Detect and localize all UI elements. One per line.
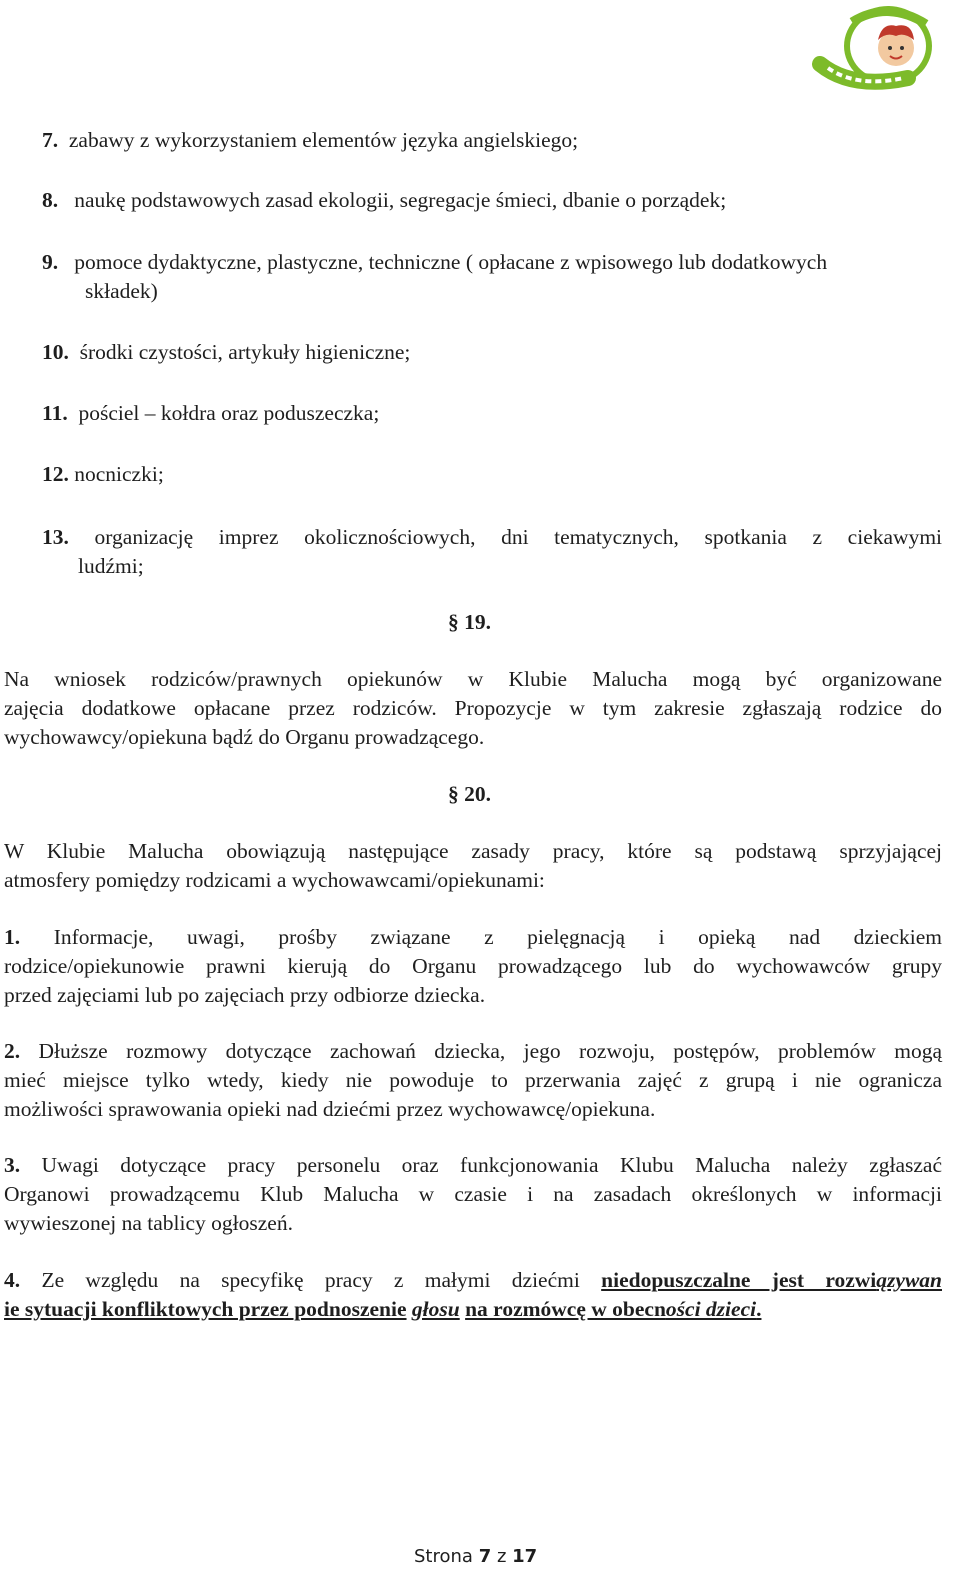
list-item-11: 11. pościel – kołdra oraz poduszeczka;: [42, 401, 380, 425]
list-item-9: 9. pomoce dydaktyczne, plastyczne, techniczne ( opłacane z wpisowego lub dodatkowych: [42, 250, 828, 274]
section-20-intro: W Klubie Malucha obowiązują następujące zasady pracy, które są podstawą sprzyjającej atmosfery pomiędzy rodzicami a wychowawcami/opiekunami:: [4, 839, 942, 892]
list-item-13-continuation: ludźmi;: [78, 554, 144, 578]
list-item-13: 13. organizację imprez okolicznościowych, dni tematycznych, spotkania z ciekawymi: [42, 525, 943, 549]
klub-malucha-kruszynka-logo: [812, 2, 942, 92]
emphasis-underlined: .: [756, 1297, 762, 1321]
list-item-10: 10. środki czystości, artykuły higieniczne;: [42, 340, 411, 364]
section-20-point-2: 2. Dłuższe rozmowy dotyczące zachowań dziecka, jego rozwoju, postępów, problemów mogą mieć miejsce tylko wtedy, kiedy nie powoduje to przerwania zajęć z grupą i nie ogranicza możliwości sprawowania opieki nad dziećmi przez wychowawcę/opiekuna.: [4, 1039, 942, 1121]
emphasis-underlined-italic: ązywan: [876, 1268, 942, 1292]
section-19-heading: § 19.: [448, 610, 491, 634]
list-item-8: 8. naukę podstawowych zasad ekologii, segregacje śmieci, dbanie o porządek;: [42, 188, 727, 212]
section-20-heading: § 20.: [448, 782, 491, 806]
section-20-point-1: 1. Informacje, uwagi, prośby związane z pielęgnacją i opieką nad dzieckiem rodzice/opiekunowie prawni kierują do Organu prowadzącego lub do wychowawców grupy przed zajęciami lub po zajęciach przy odbiorze dziecka.: [4, 925, 943, 1007]
emphasis-underlined: na rozmówcę w obecn: [465, 1297, 666, 1321]
list-item-7: 7. zabawy z wykorzystaniem elementów języka angielskiego;: [42, 128, 579, 152]
section-20-point-3: 3. Uwagi dotyczące pracy personelu oraz funkcjonowania Klubu Malucha należy zgłaszać Organowi prowadzącemu Klub Malucha w czasie i na zasadach określonych w informacji wywieszonej na tablicy ogłoszeń.: [4, 1153, 942, 1235]
section-19-paragraph: Na wniosek rodziców/prawnych opiekunów w Klubie Malucha mogą być organizowane zajęcia dodatkowe opłacane przez rodziców. Propozycje w tym zakresie zgłaszają rodzice do wychowawcy/opiekuna bądź do Organu prowadzącego.: [4, 667, 942, 749]
list-item-12: 12. nocniczki;: [42, 462, 164, 486]
emphasis-underlined-italic: ości dzieci: [665, 1297, 757, 1321]
section-20-point-4: 4. Ze względu na specyfikę pracy z małymi dziećmi niedopuszczalne jest rozwiązywan ie sytuacji konfliktowych przez podnoszenie głosu na rozmówcę w obecności dzieci.: [4, 1268, 942, 1321]
emphasis-underlined: niedopuszczalne jest rozwi: [601, 1268, 877, 1292]
emphasis-underlined-italic: głosu: [411, 1297, 460, 1321]
emphasis-underlined: ie sytuacji konfliktowych przez podnoszenie: [4, 1297, 407, 1321]
list-item-9-continuation: składek): [85, 279, 158, 303]
page-footer: Strona 7 z 17: [414, 1546, 538, 1567]
